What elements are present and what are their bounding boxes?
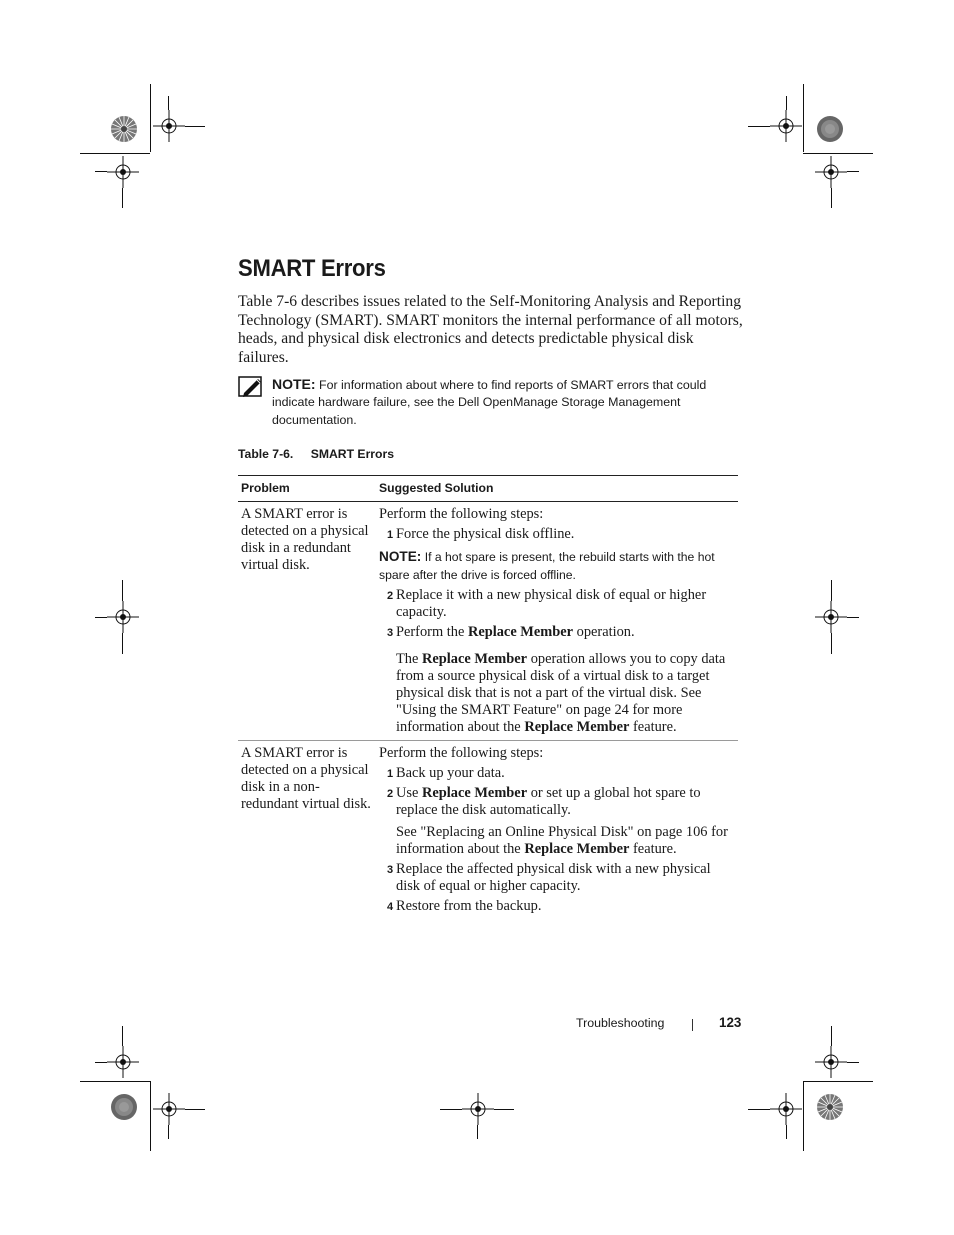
step-item: [379, 587, 735, 621]
page-number: 123: [719, 1015, 742, 1030]
step-text-pre: Perform the: [396, 624, 465, 640]
table-caption: [238, 447, 394, 461]
footer-divider: [692, 1019, 693, 1031]
note-label: NOTE:: [379, 549, 422, 564]
step-text: Replace the affected physical disk with a new physical disk of equal or higher capacity.: [396, 861, 711, 894]
crosshair-icon: [462, 1093, 494, 1125]
table-note: [379, 548, 735, 584]
note-text: [272, 376, 742, 429]
step-item: [379, 898, 735, 915]
step-item: [379, 765, 735, 782]
step-number: 1: [387, 529, 394, 541]
solution-intro: Perform the following steps:: [379, 506, 544, 522]
note-body: For information about where to find reports of SMART errors that could indicate hardware failure, see the Dell OpenManage Storage Management documentation.: [272, 378, 707, 427]
color-target-icon: [110, 1093, 138, 1121]
table-title: SMART Errors: [310, 447, 395, 461]
table-row: [238, 502, 738, 741]
crosshair-icon: [815, 1046, 847, 1078]
step-text-post: operation.: [576, 624, 635, 640]
crosshair-icon: [815, 601, 847, 633]
step-text-bold: Replace Member: [422, 785, 528, 801]
detail-bold: Replace Member: [421, 651, 528, 667]
smart-errors-table: [238, 475, 738, 921]
step-text-bold: Replace Member: [467, 624, 574, 640]
detail-text: feature.: [633, 841, 677, 857]
step-text: Force the physical disk offline.: [396, 526, 575, 542]
crosshair-icon: [153, 1093, 185, 1125]
solution-cell: [379, 506, 735, 736]
step-number: 3: [387, 864, 394, 876]
crosshair-icon: [770, 110, 802, 142]
solution-intro: Perform the following steps:: [379, 745, 544, 761]
step-text-pre: Use: [396, 785, 419, 801]
step-number: 4: [387, 901, 394, 913]
pencil-note-icon: [238, 376, 264, 398]
color-target-icon: [816, 115, 844, 143]
crosshair-icon: [153, 110, 185, 142]
step-item: [379, 785, 735, 819]
detail-text: operation allows you to copy data from a source physical disk of a virtual disk to a target physical disk that is not a part of the virtual disk. See "Using the SMART Feature" on page 24 for more information about the: [396, 651, 726, 735]
crosshair-icon: [815, 156, 847, 188]
page-title: SMART Errors: [238, 255, 386, 282]
note-label: NOTE:: [272, 376, 316, 392]
crosshair-icon: [107, 1046, 139, 1078]
step-text: Restore from the backup.: [396, 898, 542, 914]
header-solution: Suggested Solution: [379, 481, 494, 495]
detail-text: The: [396, 651, 419, 667]
step-text: Back up your data.: [396, 765, 505, 781]
header-problem: Problem: [241, 481, 290, 495]
table-number: Table 7-6.: [238, 447, 294, 461]
footer-section-name: Troubleshooting: [576, 1016, 665, 1030]
step-number: 2: [387, 590, 394, 602]
step-number: 2: [387, 788, 394, 800]
problem-cell: A SMART error is detected on a physical disk in a non-redundant virtual disk.: [241, 745, 371, 812]
detail-bold: Replace Member: [524, 719, 630, 735]
step-number: 3: [387, 627, 394, 639]
solution-cell: [379, 745, 735, 915]
note-body: If a hot spare is present, the rebuild starts with the hot spare after the drive is forced offline.: [379, 550, 715, 582]
step-item: [379, 526, 735, 543]
table-header: [238, 475, 738, 502]
step-item: [379, 624, 735, 641]
detail-text: feature.: [633, 719, 677, 735]
detail-bold: Replace Member: [524, 841, 630, 857]
color-target-icon: [110, 115, 138, 143]
intro-paragraph: Table 7-6 describes issues related to the Self-Monitoring Analysis and Reporting Technology (SMART). SMART monitors the internal performance of all motors, heads, and physical disk electronics and detects predictable physical disk failures.: [238, 293, 743, 366]
step-detail: [379, 651, 735, 736]
detail-text: See "Replacing an Online Physical Disk" on page 106 for information about the: [396, 824, 728, 857]
problem-cell: A SMART error is detected on a physical disk in a redundant virtual disk.: [241, 506, 369, 573]
step-text-post: or set up a global hot spare to replace the disk automatically.: [396, 785, 701, 818]
step-number: 1: [387, 768, 394, 780]
table-row: [238, 741, 738, 921]
color-target-icon: [816, 1093, 844, 1121]
crosshair-icon: [770, 1093, 802, 1125]
step-detail: [379, 824, 735, 858]
step-text: Replace it with a new physical disk of equal or higher capacity.: [396, 587, 707, 620]
crosshair-icon: [107, 156, 139, 188]
step-item: [379, 861, 735, 895]
crosshair-icon: [107, 601, 139, 633]
